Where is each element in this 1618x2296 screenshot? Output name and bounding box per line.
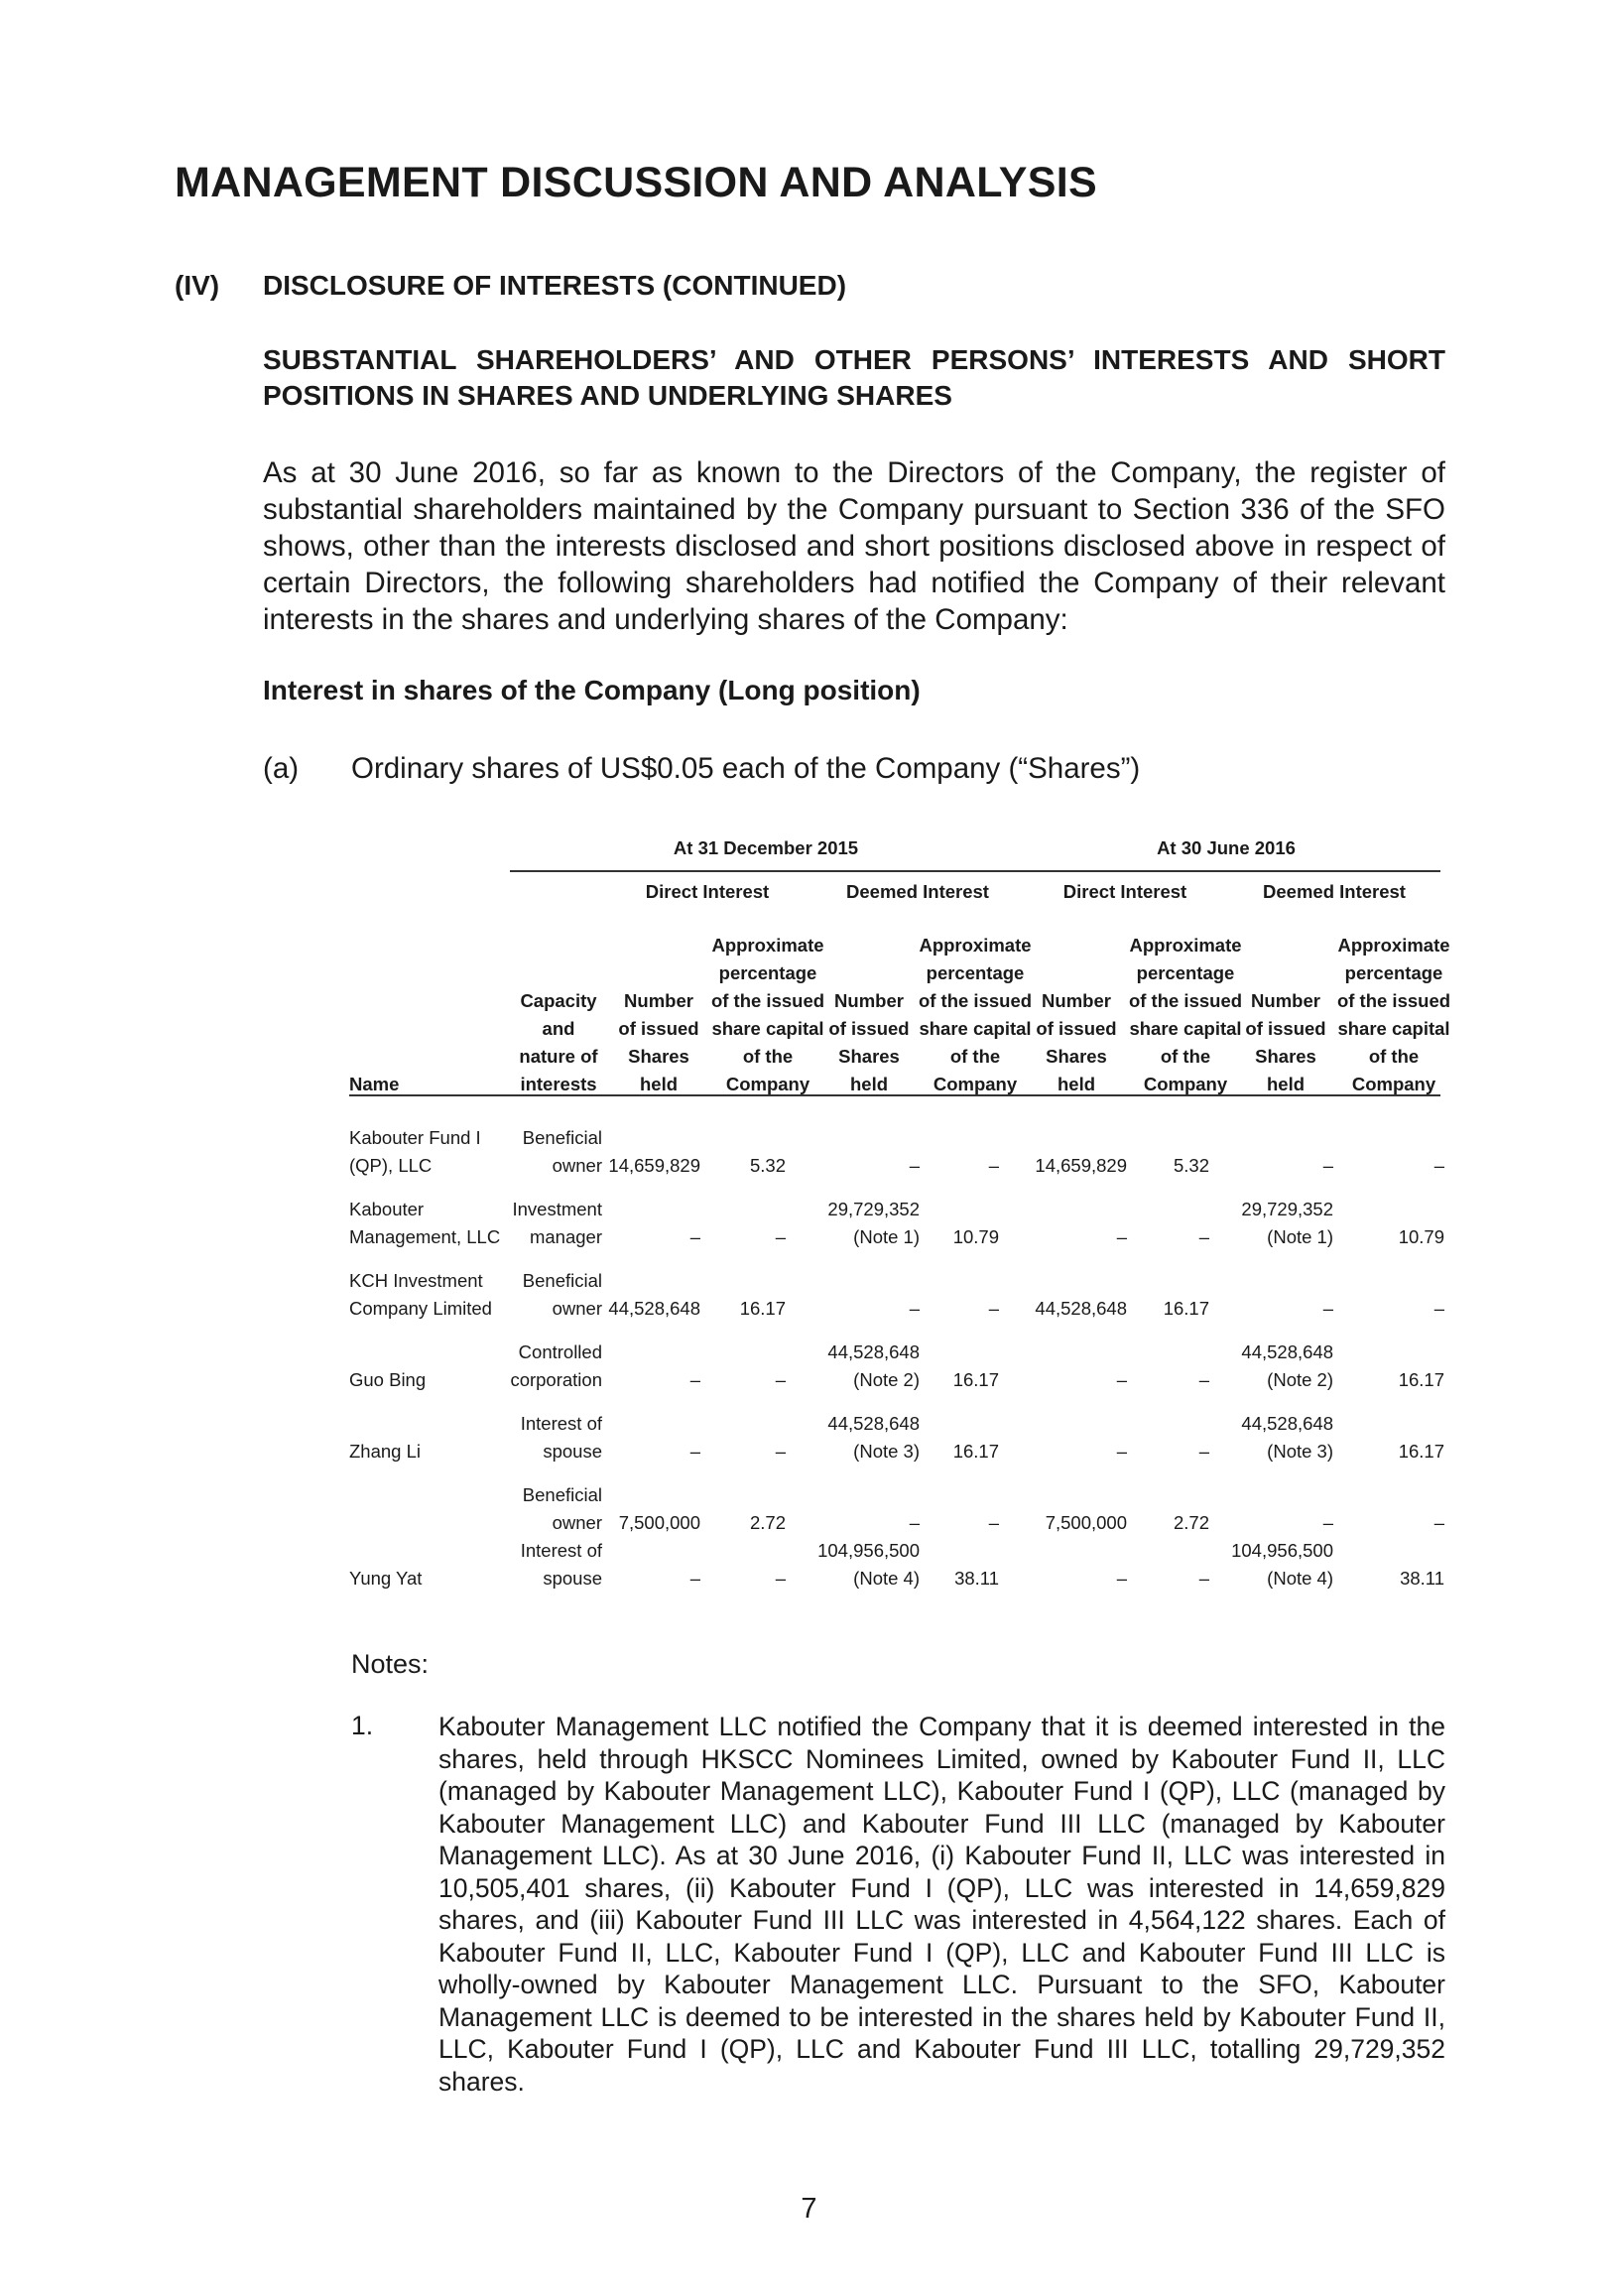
row-shares-held: 44,528,648 [827, 1341, 920, 1362]
interest-heading: Interest in shares of the Company (Long position) [263, 675, 921, 705]
column-header-percentage: of the issued [1128, 990, 1243, 1011]
row-percentage: – [775, 1441, 786, 1462]
row-percentage: – [988, 1512, 999, 1533]
page-title: MANAGEMENT DISCUSSION AND ANALYSIS [175, 159, 1097, 206]
row-capacity: owner [552, 1298, 602, 1319]
row-shares-held: – [909, 1298, 920, 1319]
row-percentage: 10.79 [952, 1226, 999, 1247]
row-percentage: 5.32 [749, 1155, 786, 1176]
row-shares-held: – [1322, 1298, 1333, 1319]
column-header-number: held [639, 1074, 679, 1094]
row-percentage: – [1198, 1226, 1209, 1247]
row-name: (QP), LLC [349, 1155, 433, 1176]
column-header-percentage: percentage [718, 962, 817, 983]
row-percentage: 10.79 [1398, 1226, 1444, 1247]
row-percentage: 16.17 [1163, 1298, 1209, 1319]
row-percentage: – [1198, 1369, 1209, 1390]
interest-type-header: Direct Interest [645, 881, 770, 902]
row-percentage: 16.17 [1398, 1441, 1444, 1462]
page-number: 7 [801, 2193, 817, 2225]
row-shares-held: 104,956,500 [817, 1540, 920, 1561]
row-percentage: 38.11 [1400, 1568, 1444, 1589]
row-percentage: – [1433, 1298, 1444, 1319]
note-text: Kabouter Management LLC notified the Company that it is deemed interested in the shares, held through HKSCC Nominees Limited, owned by Kabouter Fund II, LLC (managed by Kabouter Management LLC), Kabouter Fund I (QP), LLC (managed by Kabouter Management LLC) and Kabouter Fund III LLC (managed by Kabouter Management LLC). As at 30 June 2016, (i) Kabouter Fund II, LLC was interested in 10,505,401 shares, (ii) Kabouter Fund I (QP), LLC was interested in 14,659,829 shares, and (iii) Kabouter Fund III LLC was interested in 4,564,122 shares. Each of Kabouter Fund II, LLC, Kabouter Fund I (QP), LLC and Kabouter Fund III LLC is wholly-owned by Kabouter Management LLC. Pursuant to the SFO, Kabouter Management LLC is deemed to be interested in the shares held by Kabouter Fund II, LLC, Kabouter Fund I (QP), LLC and Kabouter Fund III LLC, totalling 29,729,352 shares. [438, 1712, 1445, 2097]
column-header-number: Number [1251, 990, 1320, 1011]
row-shares-held: (Note 2) [1267, 1369, 1333, 1390]
column-header-number: Shares [1255, 1046, 1316, 1067]
row-capacity: Investment [512, 1199, 602, 1219]
row-name: Yung Yat [349, 1568, 423, 1589]
column-header-number: of issued [1245, 1018, 1326, 1039]
column-header-percentage: percentage [1136, 962, 1235, 983]
item-text: Ordinary shares of US$0.05 each of the Company (“Shares”) [351, 752, 1141, 785]
row-shares-held: – [909, 1155, 920, 1176]
section-number: (IV) [175, 270, 220, 301]
row-shares-held: 44,528,648 [1035, 1298, 1127, 1319]
row-capacity: Beneficial [522, 1127, 602, 1148]
row-capacity: manager [529, 1226, 602, 1247]
row-capacity: owner [552, 1155, 602, 1176]
row-shares-held: 14,659,829 [1035, 1155, 1127, 1176]
row-name: Management, LLC [349, 1226, 501, 1247]
row-shares-held: – [689, 1226, 700, 1247]
column-header-number: Shares [1046, 1046, 1107, 1067]
row-capacity: corporation [510, 1369, 602, 1390]
column-header-number: of issued [828, 1018, 910, 1039]
column-header-percentage: Company [1143, 1074, 1228, 1094]
row-shares-held: 44,528,648 [608, 1298, 700, 1319]
column-header-name: Name [349, 1074, 400, 1094]
row-shares-held: – [1116, 1369, 1127, 1390]
column-header-number: held [849, 1074, 889, 1094]
row-name: Company Limited [349, 1298, 492, 1319]
column-header-percentage: Approximate [1129, 935, 1242, 956]
row-percentage: – [775, 1226, 786, 1247]
row-shares-held: (Note 1) [853, 1226, 920, 1247]
column-header-percentage: of the issued [1336, 990, 1451, 1011]
column-header-percentage: Company [725, 1074, 810, 1094]
column-header-percentage: of the [742, 1046, 794, 1067]
row-percentage: – [1198, 1441, 1209, 1462]
row-capacity: Controlled [518, 1341, 602, 1362]
row-shares-held: (Note 3) [1267, 1441, 1333, 1462]
row-capacity: spouse [543, 1568, 602, 1589]
column-header-number: Shares [628, 1046, 689, 1067]
row-percentage: 16.17 [1398, 1369, 1444, 1390]
row-shares-held: 44,528,648 [827, 1413, 920, 1434]
row-shares-held: 7,500,000 [618, 1512, 700, 1533]
row-shares-held: – [689, 1369, 700, 1390]
row-shares-held: 29,729,352 [1241, 1199, 1333, 1219]
row-capacity: Beneficial [522, 1484, 602, 1505]
row-percentage: 5.32 [1173, 1155, 1209, 1176]
row-shares-held: – [1322, 1155, 1333, 1176]
row-shares-held: (Note 4) [1267, 1568, 1333, 1589]
row-shares-held: – [689, 1441, 700, 1462]
interest-type-header: Direct Interest [1062, 881, 1187, 902]
row-percentage: – [1198, 1568, 1209, 1589]
column-header-number: held [1057, 1074, 1096, 1094]
column-header-number: Number [834, 990, 904, 1011]
row-shares-held: – [689, 1568, 700, 1589]
column-header-percentage: of the issued [918, 990, 1033, 1011]
row-shares-held: (Note 3) [853, 1441, 920, 1462]
row-shares-held: 14,659,829 [608, 1155, 700, 1176]
row-percentage: – [775, 1369, 786, 1390]
column-header-capacity: and [542, 1018, 575, 1039]
column-header-capacity: interests [520, 1074, 597, 1094]
intro-paragraph: As at 30 June 2016, so far as known to the Directors of the Company, the register of substantial shareholders maintained by the Company pursuant to Section 336 of the SFO shows, other than the interests disclosed and short positions disclosed above in respect of certain Directors, the following shareholders had notified the Company of their relevant interests in the shares and underlying shares of the Company: [263, 456, 1445, 636]
header-bottom-rule [349, 1094, 1440, 1096]
notes-label: Notes: [351, 1649, 430, 1679]
item-label: (a) [263, 752, 300, 785]
row-percentage: 16.17 [739, 1298, 786, 1319]
row-shares-held: (Note 2) [853, 1369, 920, 1390]
row-percentage: – [1433, 1512, 1444, 1533]
row-percentage: – [775, 1568, 786, 1589]
row-shares-held: (Note 4) [853, 1568, 920, 1589]
row-capacity: Beneficial [522, 1270, 602, 1291]
column-header-percentage: percentage [926, 962, 1025, 983]
row-percentage: – [988, 1298, 999, 1319]
row-shares-held: – [1116, 1441, 1127, 1462]
row-capacity: Interest of [520, 1413, 602, 1434]
column-header-percentage: of the issued [710, 990, 825, 1011]
column-header-percentage: percentage [1344, 962, 1443, 983]
column-header-percentage: share capital [711, 1018, 824, 1039]
row-shares-held: – [909, 1512, 920, 1533]
sub-heading: SUBSTANTIAL SHAREHOLDERS’ AND OTHER PERSONS’ INTERESTS AND SHORT POSITIONS IN SHARES AND UNDERLYING SHARES [263, 344, 1445, 411]
column-header-number: of issued [618, 1018, 699, 1039]
column-header-percentage: of the [1160, 1046, 1211, 1067]
row-name: Guo Bing [349, 1369, 427, 1390]
column-header-percentage: Approximate [711, 935, 824, 956]
row-shares-held: 44,528,648 [1241, 1341, 1333, 1362]
interest-type-header: Deemed Interest [846, 881, 989, 902]
row-percentage: 16.17 [952, 1441, 999, 1462]
column-header-number: held [1266, 1074, 1306, 1094]
column-header-percentage: Approximate [919, 935, 1032, 956]
column-header-number: Shares [838, 1046, 900, 1067]
row-percentage: 2.72 [1173, 1512, 1209, 1533]
row-name: Kabouter [349, 1199, 425, 1219]
row-percentage: 38.11 [954, 1568, 999, 1589]
row-shares-held: – [1116, 1568, 1127, 1589]
column-header-number: Number [624, 990, 693, 1011]
row-shares-held: 7,500,000 [1045, 1512, 1127, 1533]
row-percentage: – [1433, 1155, 1444, 1176]
row-capacity: spouse [543, 1441, 602, 1462]
row-capacity: owner [552, 1512, 602, 1533]
column-header-percentage: share capital [1337, 1018, 1450, 1039]
row-percentage: – [988, 1155, 999, 1176]
column-header-number: of issued [1036, 1018, 1117, 1039]
row-shares-held: – [1322, 1512, 1333, 1533]
column-header-percentage: of the [1368, 1046, 1420, 1067]
column-header-capacity: Capacity [520, 990, 597, 1011]
row-shares-held: 104,956,500 [1231, 1540, 1333, 1561]
note-number: 1. [351, 1711, 374, 1740]
interest-type-header: Deemed Interest [1263, 881, 1406, 902]
column-header-number: Number [1042, 990, 1111, 1011]
column-header-capacity: nature of [519, 1046, 598, 1067]
period-header: At 31 December 2015 [673, 837, 859, 858]
row-shares-held: 29,729,352 [827, 1199, 920, 1219]
column-header-percentage: Company [1351, 1074, 1436, 1094]
row-shares-held: – [1116, 1226, 1127, 1247]
row-percentage: 16.17 [952, 1369, 999, 1390]
row-shares-held: 44,528,648 [1241, 1413, 1333, 1434]
row-percentage: 2.72 [749, 1512, 786, 1533]
column-header-percentage: of the [949, 1046, 1001, 1067]
row-name: Kabouter Fund I [349, 1127, 481, 1148]
section-title: DISCLOSURE OF INTERESTS (CONTINUED) [263, 270, 847, 301]
row-capacity: Interest of [520, 1540, 602, 1561]
period-header: At 30 June 2016 [1157, 837, 1296, 858]
column-header-percentage: share capital [1129, 1018, 1242, 1039]
row-shares-held: (Note 1) [1267, 1226, 1333, 1247]
column-header-percentage: Approximate [1337, 935, 1450, 956]
column-header-percentage: share capital [919, 1018, 1032, 1039]
row-name: Zhang Li [349, 1441, 421, 1462]
row-name: KCH Investment [349, 1270, 483, 1291]
column-header-percentage: Company [933, 1074, 1018, 1094]
header-rule [510, 870, 1440, 872]
